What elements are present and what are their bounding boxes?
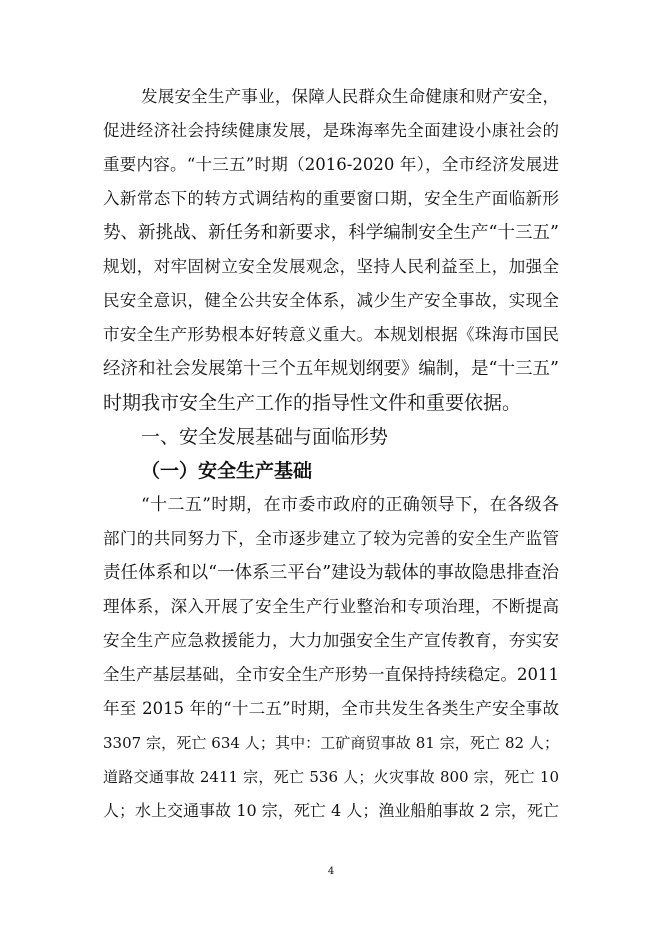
paragraph-1-line-3: 重要内容。“十三五”时期（2016-2020 年），全市经济发展进 <box>103 155 559 174</box>
paragraph-1-line-10: 时期我市安全生产工作的指导性文件和重要依据。 <box>103 392 522 414</box>
subsection-heading: （一）安全生产基础 <box>141 460 313 482</box>
paragraph-2-line-8: 3307 宗，死亡 634 人；其中：工矿商贸事故 81 宗，死亡 82 人； <box>103 734 559 752</box>
paragraph-1-line-8: 市安全生产形势根本好转意义重大。本规划根据《珠海市国民 <box>103 325 559 344</box>
paragraph-1-line-5: 势、新挑战、新任务和新要求，科学编制安全生产“十三五” <box>103 223 559 243</box>
paragraph-1-line-2: 促进经济社会持续健康发展，是珠海率先全面建设小康社会的 <box>103 121 559 140</box>
paragraph-1-line-7: 民安全意识，健全公共安全体系，减少生产安全事故，实现全 <box>103 291 559 310</box>
page-number: 4 <box>327 866 335 877</box>
paragraph-2-line-9: 道路交通事故 2411 宗，死亡 536 人；火灾事故 800 宗，死亡 10 <box>103 768 559 786</box>
paragraph-2-line-4: 理体系，深入开展了安全生产行业整治和专项治理，不断提高 <box>103 597 559 616</box>
paragraph-1-line-4: 入新常态下的转方式调结构的重要窗口期，安全生产面临新形 <box>103 189 559 208</box>
section-heading: 一、安全发展基础与面临形势 <box>141 426 389 448</box>
paragraph-2-line-3: 责任体系和以“一体系三平台”建设为载体的事故隐患排查治 <box>103 563 559 583</box>
paragraph-1-line-9: 经济和社会发展第十三个五年规划纲要》编制，是“十三五” <box>103 359 559 379</box>
paragraph-2-line-1: “十二五”时期，在市委市政府的正确领导下，在各级各 <box>141 495 559 515</box>
paragraph-1-line-1: 发展安全生产事业，保障人民群众生命健康和财产安全， <box>141 87 559 106</box>
paragraph-2-line-5: 安全生产应急救援能力，大力加强安全生产宣传教育，夯实安 <box>103 631 559 650</box>
paragraph-2-line-2: 部门的共同努力下，全市逐步建立了较为完善的安全生产监管 <box>103 529 559 548</box>
paragraph-1-line-6: 规划，对牢固树立安全发展观念，坚持人民利益至上，加强全 <box>103 257 559 276</box>
paragraph-2-line-7: 年至 2015 年的“十二五”时期，全市共发生各类生产安全事故 <box>103 699 559 718</box>
paragraph-2-line-10: 人；水上交通事故 10 宗，死亡 4 人；渔业船舶事故 2 宗，死亡 <box>103 801 559 820</box>
paragraph-2-line-6: 全生产基层基础，全市安全生产形势一直保持持续稳定。2011 <box>103 665 559 684</box>
